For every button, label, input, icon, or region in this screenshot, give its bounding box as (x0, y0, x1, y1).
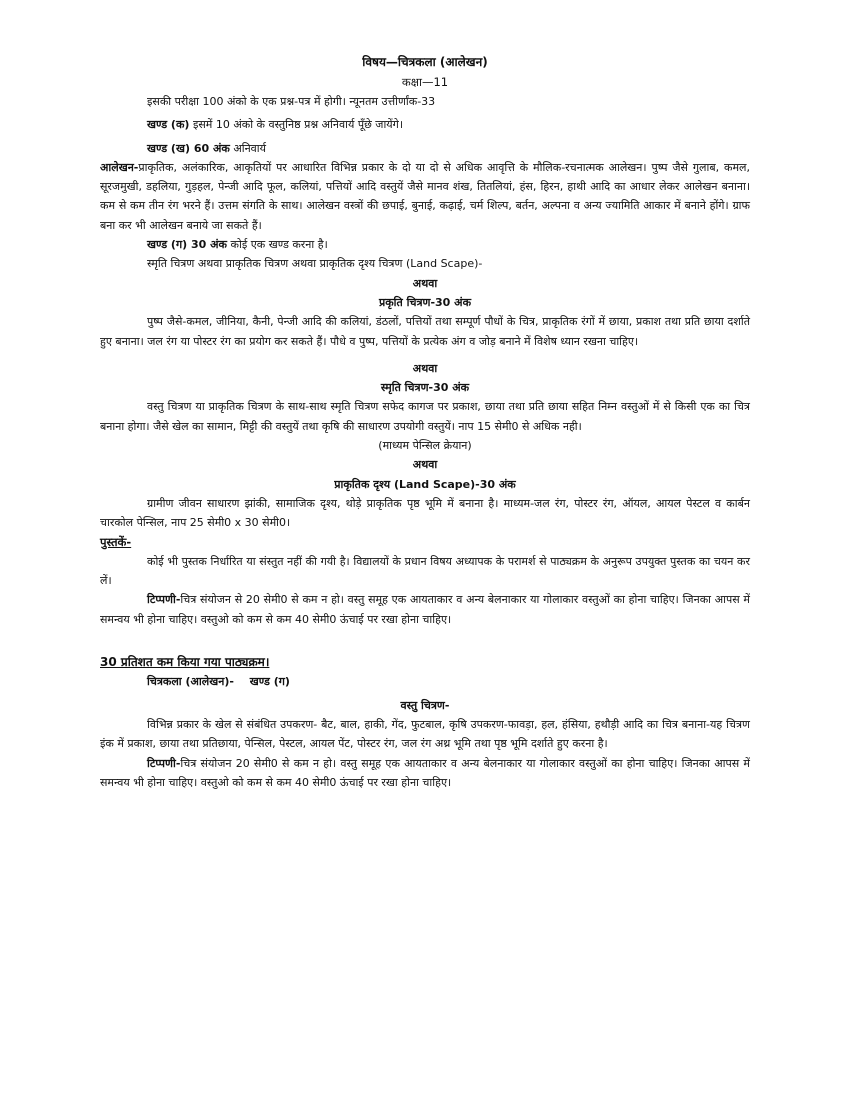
alekhan-label: आलेखन- (100, 160, 139, 174)
khand-g-label: खण्ड (ग) 30 अंक (147, 238, 228, 252)
subject-title: विषय—चित्रकला (आलेखन) (362, 55, 488, 69)
reduced-syllabus-heading: 30 प्रतिशत कम किया गया पाठ्यक्रम। (100, 655, 270, 670)
exam-info: इसकी परीक्षा 100 अंको के एक प्रश्न-पत्र में होगी। न्यूनतम उत्तीर्णांक-33 (147, 95, 436, 108)
khand-kh-line (100, 139, 750, 158)
smriti-medium: (माध्यम पेन्सिल क्रेयान) (378, 439, 472, 453)
khand-kh-label: खण्ड (ख) 60 अंक (147, 141, 230, 155)
or-separator-3: अथवा (412, 458, 438, 472)
or-separator-1: अथवा (412, 276, 438, 290)
reduced-note (100, 754, 750, 793)
class-label: कक्षा—11 (401, 75, 449, 89)
reduced-note-text: चित्र संयोजन 20 सेमी0 से कम न हो। वस्तु समूह एक आयताकार व अन्य बेलनाकार या गोलाकार वस्तुओं का होना चाहिए। जिनका आपस में समन्वय भी होना चाहिए। वस्तुओ को कम से कम 40 सेमी0 ऊंचाई पर रखा होना चाहिए। (100, 756, 750, 789)
or-separator-2: अथवा (412, 361, 438, 375)
reduced-sub-right: खण्ड (ग) (249, 675, 290, 689)
reduced-note-label: टिप्पणी- (147, 756, 181, 770)
books-note (100, 590, 750, 629)
khand-k-line (100, 115, 750, 134)
books-heading: पुस्तकें- (100, 534, 132, 549)
khand-g-options: स्मृति चित्रण अथवा प्राकृतिक चित्रण अथवा प्राकृतिक दृश्य चित्रण (Land Scape)- (147, 257, 483, 271)
books-note-text: चित्र संयोजन से 20 सेमी0 से कम न हो। वस्तु समूह एक आयताकार व अन्य बेलनाकार या गोलाकार वस्तुओं का होना चाहिए। जिनका आपस में समन्वय भी होना चाहिए। वस्तुओ को कम से कम 40 सेमी0 ऊंचाई पर रखा होना चाहिए। (100, 593, 750, 626)
khand-g-line (100, 235, 750, 254)
landscape-paragraph: ग्रामीण जीवन साधारण झांकी, सामाजिक दृश्य, थोड़े प्राकृतिक पृष्ठ भूमि में बनाना है। माध्यम-जल रंग, पोस्टर रंग, ऑयल, आयल पेस्टल व कार्बन चारकोल पेन्सिल, नाप 25 सेमी0 x 30 सेमी0। (100, 496, 750, 530)
khand-kh-text: अनिवार्य (233, 141, 267, 155)
khand-k-text: इसमें 10 अंको के वस्तुनिष्ठ प्रश्न अनिवार्य पूँछे जायेंगे। (192, 118, 404, 132)
khand-g-text: कोई एक खण्ड करना है। (230, 238, 328, 252)
smriti-paragraph: वस्तु चित्रण या प्राकृतिक चित्रण के साथ-साथ स्मृति चित्रण सफेद कागज पर प्रकाश, छाया तथा प्रति छाया सहित निम्न वस्तुओं में से किसी एक का चित्र बनाना होगा। जैसे खेल का सामान, मिट्टी की वस्तुयें तथा कृषि की साधारण उपयोगी वस्तुयें। नाप 15 सेमी0 से अधिक नही। (100, 400, 751, 433)
books-note-label: टिप्पणी- (147, 593, 181, 607)
prakriti-heading: प्रकृति चित्रण-30 अंक (378, 295, 472, 309)
books-paragraph: कोई भी पुस्तक निर्धारित या संस्तुत नहीं की गयी है। विद्यालयों के प्रधान विषय अध्यापक के परामर्श से पाठ्यक्रम के अनुरूप उपयुक्त पुस्तक का चयन कर लें। (100, 554, 750, 588)
alekhan-text: प्राकृतिक, अलंकारिक, आकृतियों पर आधारित विभिन्न प्रकार के दो या दो से अधिक आवृत्ति के मौलिक-रचनात्मक आलेखन। पुष्प जैसे गुलाब, कमल, सूरजमुखी, डहलिया, गुड़हल, पेन्जी आदि फूल, कलियां, पत्तियों आदि वस्तुयें जैसे मानव शंख, तितलियां, हंस, हिरन, हाथी आदि का आधार लेकर आलेखन बनाना। कम से कम तीन रंग भरने हैं। उत्तम संगति के साथ। आलेखन वस्त्रों की छपाई, बुनाई, कढ़ाई, चर्म शिल्प, बर्तन, अल्पना व अन्य ज्यामिति आकार में बनाने होंगे। ग्राफ बना कर भी आलेखन बनाये जा सकते हैं। (100, 160, 750, 232)
landscape-heading: प्राकृतिक दृश्य (Land Scape)-30 अंक (334, 477, 516, 491)
smriti-heading: स्मृति चित्रण-30 अंक (380, 381, 470, 395)
reduced-subheading (100, 672, 750, 691)
vastu-paragraph: विभिन्न प्रकार के खेल से संबंधित उपकरण- बैट, बाल, हाकी, गेंद, फुटबाल, कृषि उपकरण-फावड़ा, हल, हंसिया, हथौड़ी आदि का चित्र बनाना-यह चित्रण इंक में प्रकाश, छाया तथा प्रतिछाया, पेन्सिल, पेस्टल, आयल पेंट, पोस्टर रंग, जल रंग अथ्र भूमि तथा पृष्ठ भूमि दर्शाते हुए करना है। (100, 717, 750, 751)
khand-k-label: खण्ड (क) (147, 118, 190, 132)
document-page (100, 52, 750, 792)
alekhan-paragraph (100, 158, 750, 235)
reduced-sub-left: चित्रकला (आलेखन)- (147, 675, 234, 689)
vastu-heading: वस्तु चित्रण- (400, 698, 450, 712)
prakriti-paragraph: पुष्प जैसे-कमल, जीनिया, कैनी, पेन्जी आदि की कलियां, डंठलों, पत्तियों तथा सम्पूर्ण पौधों के चित्र, प्राकृतिक रंगों में छाया, प्रकाश तथा प्रति छाया दर्शाते हुए बनाना। जल रंग या पोस्टर रंग का प्रयोग कर सकते हैं। पौधे व पुष्प, पत्तियों के प्रत्येक अंग व जोड़ बनाने में विशेष ध्यान रखना चाहिए। (100, 315, 750, 348)
